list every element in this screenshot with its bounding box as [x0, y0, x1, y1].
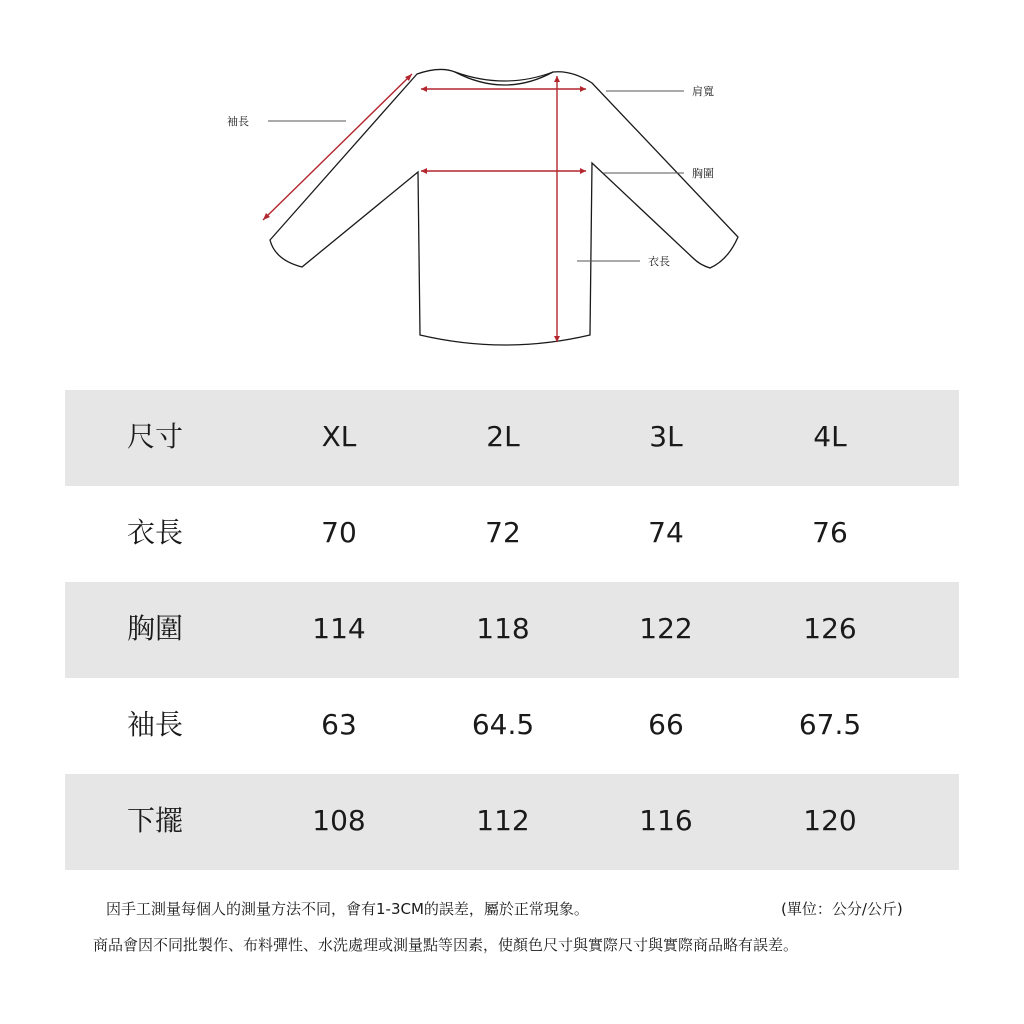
table-cell: 63: [321, 708, 357, 741]
header-size-2l: 2L: [486, 420, 520, 453]
table-cell: 70: [321, 516, 357, 549]
table-cell: 76: [812, 516, 848, 549]
table-cell: 74: [648, 516, 684, 549]
row-label: 下擺: [127, 804, 184, 837]
table-cell: 122: [639, 612, 693, 645]
row-label: 胸圍: [127, 612, 184, 645]
table-row: [65, 774, 959, 870]
measurement-note: 因手工測量每個人的測量方法不同，會有1-3CM的誤差，屬於正常現象。: [106, 900, 589, 918]
table-cell: 108: [312, 804, 366, 837]
shoulder-label: 肩寬: [692, 85, 714, 98]
table-cell: 66: [648, 708, 684, 741]
table-cell: 67.5: [798, 708, 862, 741]
garment-diagram: [0, 0, 1024, 380]
table-cell: 112: [476, 804, 530, 837]
table-cell: 116: [639, 804, 693, 837]
header-size-xl: XL: [321, 420, 357, 453]
table-cell: 64.5: [471, 708, 535, 741]
table-row: [65, 678, 959, 774]
table-row: [65, 582, 959, 678]
row-label: 袖長: [127, 708, 184, 741]
header-label: 尺寸: [127, 420, 184, 453]
header-size-4l: 4L: [813, 420, 847, 453]
length-label: 衣長: [648, 255, 670, 268]
table-cell: 120: [803, 804, 857, 837]
table-cell: 72: [485, 516, 521, 549]
table-cell: 114: [312, 612, 366, 645]
table-header-row: [65, 390, 959, 486]
row-label: 衣長: [127, 516, 184, 549]
shirt-outline: [270, 69, 738, 345]
table-cell: 118: [476, 612, 530, 645]
sleeve-label: 袖長: [227, 115, 249, 128]
disclaimer-note: 商品會因不同批製作、布料彈性、水洗處理或測量點等因素，使顏色尺寸與實際尺寸與實際商品略有誤差。: [93, 936, 799, 954]
header-size-3l: 3L: [649, 420, 683, 453]
unit-note: (單位：公分/公斤): [781, 900, 903, 918]
chest-label: 胸圍: [692, 167, 714, 180]
table-cell: 126: [803, 612, 857, 645]
table-row: [65, 486, 959, 582]
size-table: [65, 390, 959, 870]
